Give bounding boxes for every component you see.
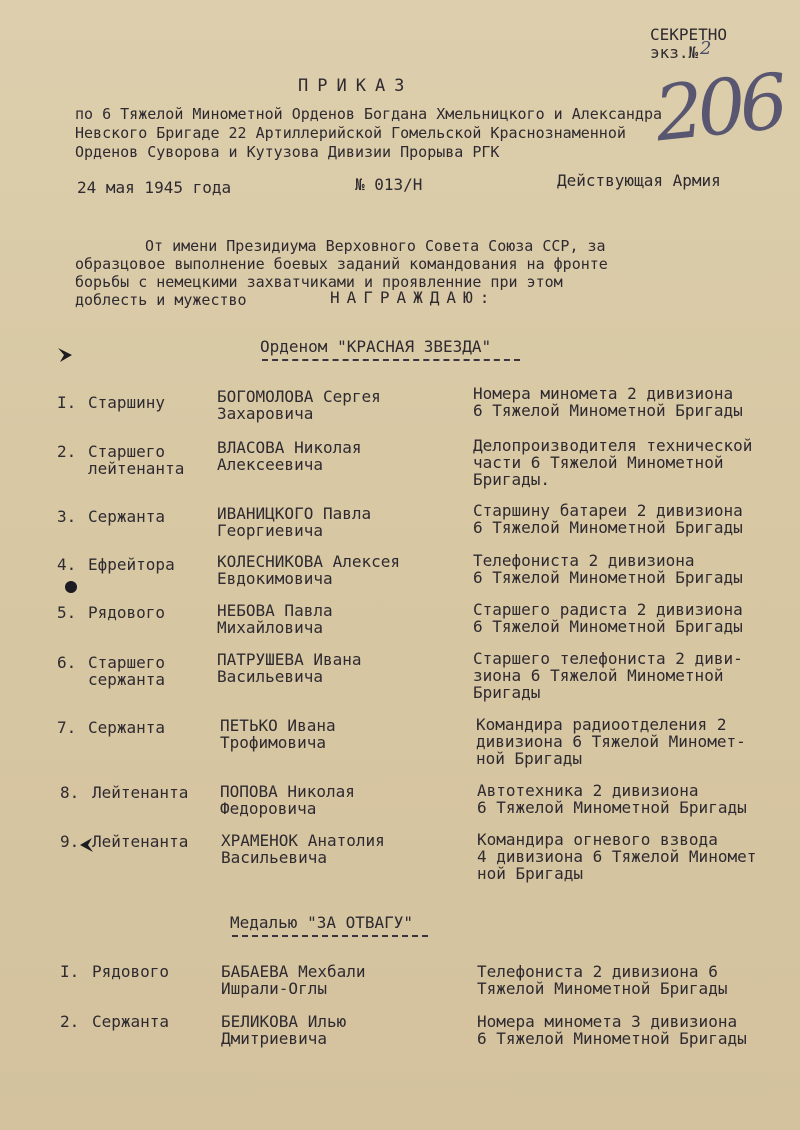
entry-number: 2. — [57, 442, 77, 461]
preamble-line-4: доблесть и мужество — [75, 291, 247, 309]
entry-position: Командира радиоотделения 2 — [476, 715, 727, 734]
entry-rank: лейтенанта — [88, 459, 185, 478]
entry-rank: Сержанта — [88, 718, 166, 737]
entry-patronymic: Михайловича — [217, 618, 323, 637]
preamble-line-3: борьбы с немецкими захватчиками и проявленние при этом — [75, 273, 563, 291]
entry-name: ИВАНИЦКОГО Павла — [217, 504, 372, 523]
entry-name: ПОПОВА Николая — [220, 782, 355, 801]
entry-position: 6 Тяжелой Минометной Бригады — [473, 617, 743, 636]
entry-position: 6 Тяжелой Минометной Бригады — [477, 1029, 747, 1048]
entry-position: части 6 Тяжелой Минометной — [473, 453, 724, 472]
entry-patronymic: Захаровича — [217, 404, 314, 423]
entry-position: ной Бригады — [476, 749, 582, 768]
entry-position: Номера миномета 3 дивизиона — [477, 1012, 738, 1031]
entry-rank: сержанта — [88, 670, 166, 689]
entry-position: Телефониста 2 дивизиона 6 — [477, 962, 718, 981]
entry-position: Автотехника 2 дивизиона — [477, 781, 699, 800]
entry-number: 5. — [57, 603, 77, 622]
entry-name: ВЛАСОВА Николая — [217, 438, 362, 457]
entry-position: зиона 6 Тяжелой Минометной — [473, 666, 724, 685]
entry-number: 4. — [57, 555, 77, 574]
subtitle-line-1: по 6 Тяжелой Минометной Орденов Богдана Хмельницкого и Александра — [75, 105, 662, 123]
entry-rank: Лейтенанта — [92, 783, 189, 802]
entry-position: дивизиона 6 Тяжелой Миномет- — [476, 732, 746, 751]
entry-number: 8. — [60, 783, 80, 802]
entry-position: Командира огневого взвода — [477, 830, 718, 849]
entry-position: ной Бригады — [477, 864, 583, 883]
entry-number: 7. — [57, 718, 77, 737]
copy-number: 2 — [700, 38, 712, 59]
ink-blot-icon — [78, 836, 96, 854]
entry-position: 6 Тяжелой Минометной Бригады — [473, 518, 743, 537]
subtitle-line-3: Орденов Суворова и Кутузова Дивизии Прорыва РГК — [75, 143, 500, 161]
entry-rank: Рядового — [92, 962, 170, 981]
order-date: 24 мая 1945 года — [77, 178, 232, 197]
entry-rank: Ефрейтора — [88, 555, 175, 574]
entry-number: 3. — [57, 507, 77, 526]
entry-name: БОГОМОЛОВА Сергея — [217, 387, 381, 406]
entry-rank: Старшего — [88, 653, 166, 672]
entry-position: Телефониста 2 дивизиона — [473, 551, 695, 570]
entry-name: НЕБОВА Павла — [217, 601, 333, 620]
entry-name: БЕЛИКОВА Илью — [221, 1012, 347, 1031]
section-heading-order-red-star: Орденом "КРАСНАЯ ЗВЕЗДА" — [260, 337, 492, 356]
entry-rank: Лейтенанта — [92, 832, 189, 851]
entry-patronymic: Васильевича — [221, 848, 327, 867]
entry-position: Тяжелой Минометной Бригады — [477, 979, 728, 998]
order-number: № 013/Н — [355, 175, 423, 194]
entry-patronymic: Федоровича — [220, 799, 317, 818]
copy-label: экз.№ — [650, 43, 699, 62]
entry-patronymic: Васильевича — [217, 667, 323, 686]
entry-rank: Сержанта — [88, 507, 166, 526]
entry-rank: Старшину — [88, 393, 166, 412]
section-heading-medal-bravery: Медалью "ЗА ОТВАГУ" — [230, 913, 414, 932]
secret-label: СЕКРЕТНО — [650, 25, 728, 44]
entry-patronymic: Евдокимовича — [217, 569, 333, 588]
awarded-word: НАГРАЖДАЮ: — [330, 288, 497, 307]
entry-rank: Рядового — [88, 603, 166, 622]
handwritten-number: 206 — [650, 56, 787, 159]
subtitle-line-2: Невского Бригаде 22 Артиллерийской Гомельской Краснознаменной — [75, 124, 626, 142]
preamble-line-1: От имени Президиума Верховного Совета Союза ССР, за — [145, 237, 606, 255]
entry-patronymic: Трофимовича — [220, 733, 326, 752]
ink-blot-icon — [62, 578, 80, 596]
entry-name: ПАТРУШЕВА Ивана — [217, 650, 362, 669]
entry-number: I. — [60, 962, 80, 981]
entry-name: КОЛЕСНИКОВА Алексея — [217, 552, 401, 571]
punch-mark-icon — [56, 346, 76, 366]
entry-patronymic: Алексеевича — [217, 455, 323, 474]
entry-rank: Сержанта — [92, 1012, 170, 1031]
entry-rank: Старшего — [88, 442, 166, 461]
entry-position: Бригады. — [473, 470, 551, 489]
entry-patronymic: Ишрали-Оглы — [221, 979, 327, 998]
entry-position: 6 Тяжелой Минометной Бригады — [473, 568, 743, 587]
entry-name: БАБАЕВА Мехбали — [221, 962, 366, 981]
order-location: Действующая Армия — [557, 171, 721, 190]
entry-position: Старшину батареи 2 дивизиона — [473, 501, 743, 520]
preamble-line-2: образцовое выполнение боевых заданий командования на фронте — [75, 255, 608, 273]
entry-position: 4 дивизиона 6 Тяжелой Миномет — [477, 847, 757, 866]
entry-number: 9. — [60, 832, 80, 851]
entry-patronymic: Георгиевича — [217, 521, 323, 540]
heading-underline — [232, 935, 428, 937]
entry-position: Делопроизводителя технической — [473, 436, 753, 455]
entry-position: Старшего телефониста 2 диви- — [473, 649, 743, 668]
entry-name: ПЕТЬКО Ивана — [220, 716, 336, 735]
entry-number: I. — [57, 393, 77, 412]
entry-name: ХРАМЕНОК Анатолия — [221, 831, 385, 850]
entry-position: Старшего радиста 2 дивизиона — [473, 600, 743, 619]
entry-patronymic: Дмитриевича — [221, 1029, 327, 1048]
entry-position: 6 Тяжелой Минометной Бригады — [477, 798, 747, 817]
entry-position: 6 Тяжелой Минометной Бригады — [473, 401, 743, 420]
entry-position: Бригады — [473, 683, 541, 702]
entry-position: Номера миномета 2 дивизиона — [473, 384, 734, 403]
document-title: ПРИКАЗ — [298, 76, 414, 96]
entry-number: 2. — [60, 1012, 80, 1031]
entry-number: 6. — [57, 653, 77, 672]
heading-underline — [262, 359, 520, 361]
